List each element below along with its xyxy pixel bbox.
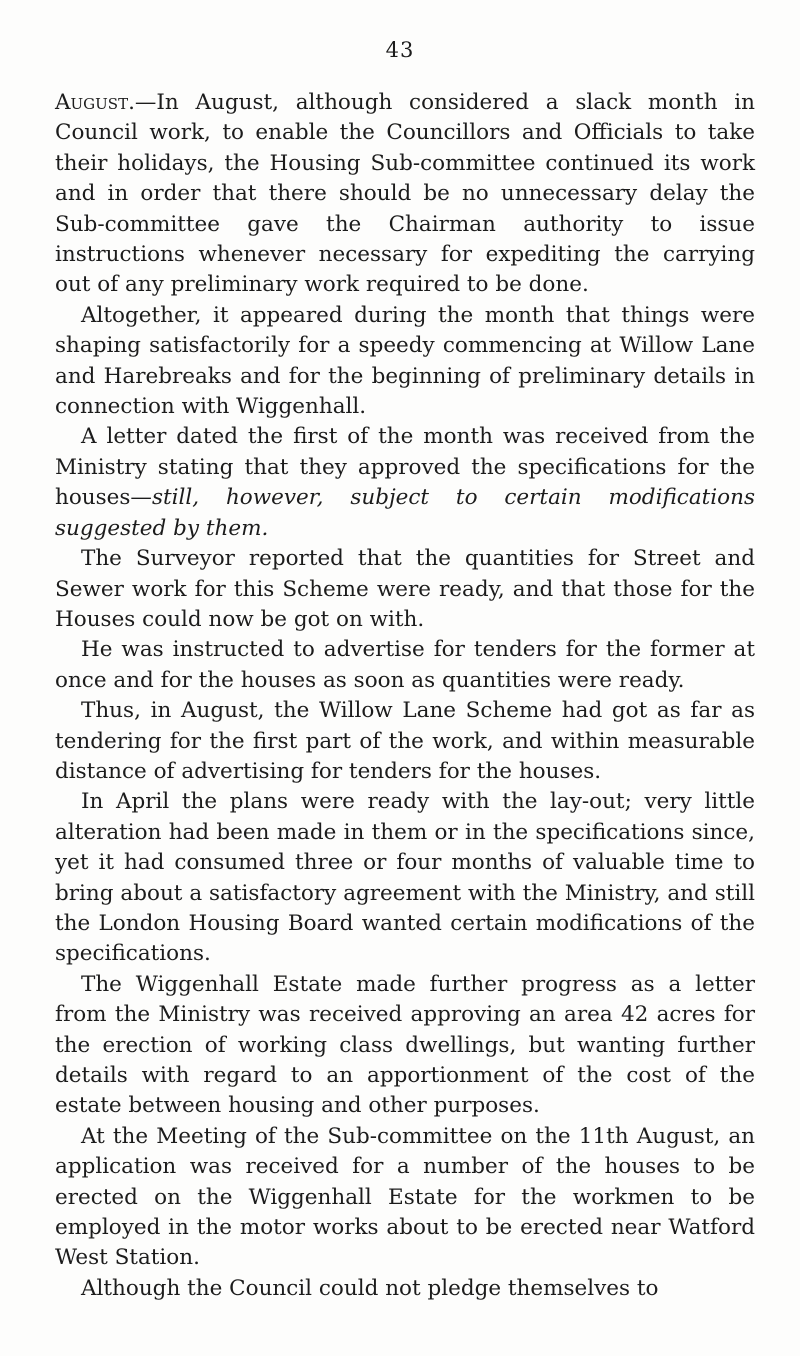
paragraph-italic-text: still, however, subject to certain modifications suggested by them. (55, 485, 755, 541)
paragraph-text: The Surveyor reported that the quantities for Street and Sewer work for this Scheme were ready, and that those for the Houses could now be got on with. (55, 546, 755, 632)
paragraph-text: Although the Council could not pledge themselves to (81, 1275, 659, 1301)
body-text (55, 88, 755, 1304)
paragraph-text: Altogether, it appeared during the month that things were shaping satisfactorily for a speedy commencing at Willow Lane and Harebreaks and for the beginning of preliminary details in connection with Wiggenhall. (55, 302, 755, 420)
paragraph (55, 544, 755, 635)
paragraph-text: At the Meeting of the Sub-committee on the 11th August, an application was received for a number of the houses to be erected on the Wiggenhall Estate for the workmen to be employed in the motor works about to be erected near Watford West Station. (55, 1123, 755, 1271)
paragraph (55, 301, 755, 423)
paragraph (55, 696, 755, 787)
paragraph (55, 422, 755, 544)
page-number: 43 (385, 38, 415, 62)
paragraph-text: —In August, although considered a slack month in Council work, to enable the Councillors and Officials to take their holidays, the Housing Sub-committee continued its work and in order that there should be no unnecessary delay the Sub-committee gave the Chairman authority to issue instructions whenever necessary for expediting the carrying out of any preliminary work required to be done. (55, 90, 755, 298)
paragraph-text: In April the plans were ready with the lay-out; very little alteration had been made in them or in the specifications since, yet it had consumed three or four months of valuable time to bring about a satisfactory agreement with the Ministry, and still the London Housing Board wanted certain modifications of the specifications. (55, 789, 755, 967)
paragraph-text: The Wiggenhall Estate made further progress as a letter from the Ministry was received approving an area 42 acres for the erection of working class dwellings, but wanting further details with regard to an apportionment of the cost of the estate between housing and other purposes. (55, 971, 755, 1119)
paragraph (55, 1122, 755, 1274)
paragraph-august (55, 88, 755, 301)
section-lead: August. (55, 90, 135, 115)
paragraph-text: A letter dated the first of the month was received from the Ministry stating that they approved the specifications for the houses— (55, 424, 755, 511)
paragraph (55, 635, 755, 696)
paragraph-text: Thus, in August, the Willow Lane Scheme had got as far as tendering for the first part of the work, and within measurable distance of advertising for tenders for the houses. (55, 698, 755, 784)
paragraph (55, 787, 755, 969)
paragraph (55, 970, 755, 1122)
paragraph-text: He was instructed to advertise for tenders for the former at once and for the houses as soon as quantities were ready. (55, 637, 755, 693)
paragraph (55, 1274, 755, 1304)
